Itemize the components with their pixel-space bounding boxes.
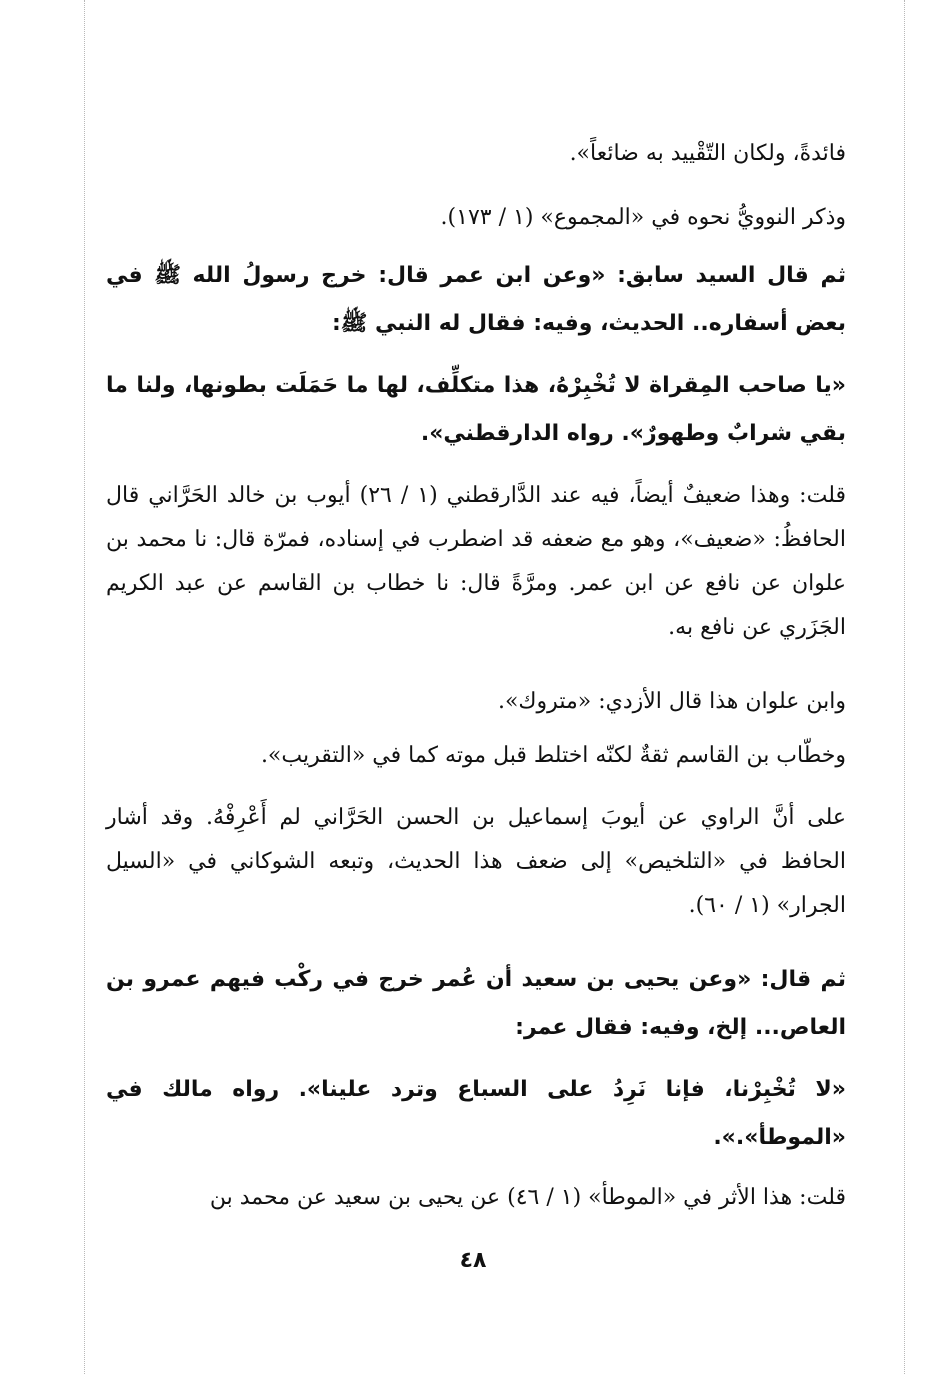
paragraph-2-text: وذكر النوويُّ نحوه في «المجموع» (١ / ١٧٣). (440, 205, 846, 230)
paragraph-9-text: ثم قال: «وعن يحيى بن سعيد أن عُمر خرج في ركْب فيهم عمرو بن العاص... إلخ، وفيه: فقال عمر: (106, 967, 846, 1040)
paragraph-8 (106, 796, 846, 928)
paragraph-4 (106, 362, 846, 458)
paragraph-3 (106, 252, 846, 348)
paragraph-11-text: قلت: هذا الأثر في «الموطأ» (١ / ٤٦) عن يحيى بن سعيد عن محمد بن (209, 1185, 846, 1210)
paragraph-10 (106, 1066, 846, 1162)
paragraph-1-text: فائدةً، ولكان التّقْييد به ضائعاً». (569, 141, 846, 166)
paragraph-6 (106, 680, 846, 724)
paragraph-6-text: وابن علوان هذا قال الأزدي: «متروك». (497, 689, 846, 714)
paragraph-7-text: وخطّاب بن القاسم ثقةٌ لكنّه اختلط قبل موته كما في «التقريب». (260, 743, 846, 768)
paragraph-10-text: «لا تُخْبِرْنا، فإنا نَرِدُ على السباع وترد علينا». رواه مالك في «الموطأ».». (106, 1077, 846, 1150)
paragraph-1 (106, 132, 846, 176)
scan-edge-right (904, 0, 905, 1374)
paragraph-5-text: قلت: وهذا ضعيفٌ أيضاً، فيه عند الدَّارقطني (١ / ٢٦) أيوب بن خالد الحَرَّاني قال الحافظُ: «ضعيف»، وهو مع ضعفه قد اضطرب في إسناده، فمرّة قال: نا محمد بن علوان عن نافع عن ابن عمر. ومرَّةً قال: نا خطاب بن القاسم عن عبد الكريم الجَزَري عن نافع به. (106, 483, 846, 640)
paragraph-5 (106, 474, 846, 650)
paragraph-3-text: ثم قال السيد سابق: «وعن ابن عمر قال: خرج رسولُ الله ﷺ في بعض أسفاره.. الحديث، وفيه: فقال له النبي ﷺ: (106, 263, 846, 336)
paragraph-7 (106, 734, 846, 778)
paragraph-4-text: «يا صاحب المِقراة لا تُخْبِرْهُ، هذا متكلِّف، لها ما حَمَلَت بطونها، ولنا ما بقي شرابٌ وطهورٌ». رواه الدارقطني». (106, 373, 846, 446)
paragraph-9 (106, 956, 846, 1052)
paragraph-8-text: على أنَّ الراوي عن أيوبَ إسماعيل بن الحسن الحَرَّاني لم أَعْرِفْهُ. وقد أشار الحافظ في «التلخيص» إلى ضعف هذا الحديث، وتبعه الشوكاني في «السيل الجرار» (١ / ٦٠). (106, 805, 846, 918)
paragraph-11 (106, 1176, 846, 1220)
paragraph-2 (106, 196, 846, 240)
scan-edge-left (84, 0, 85, 1374)
page-number: ٤٨ (459, 1248, 487, 1273)
